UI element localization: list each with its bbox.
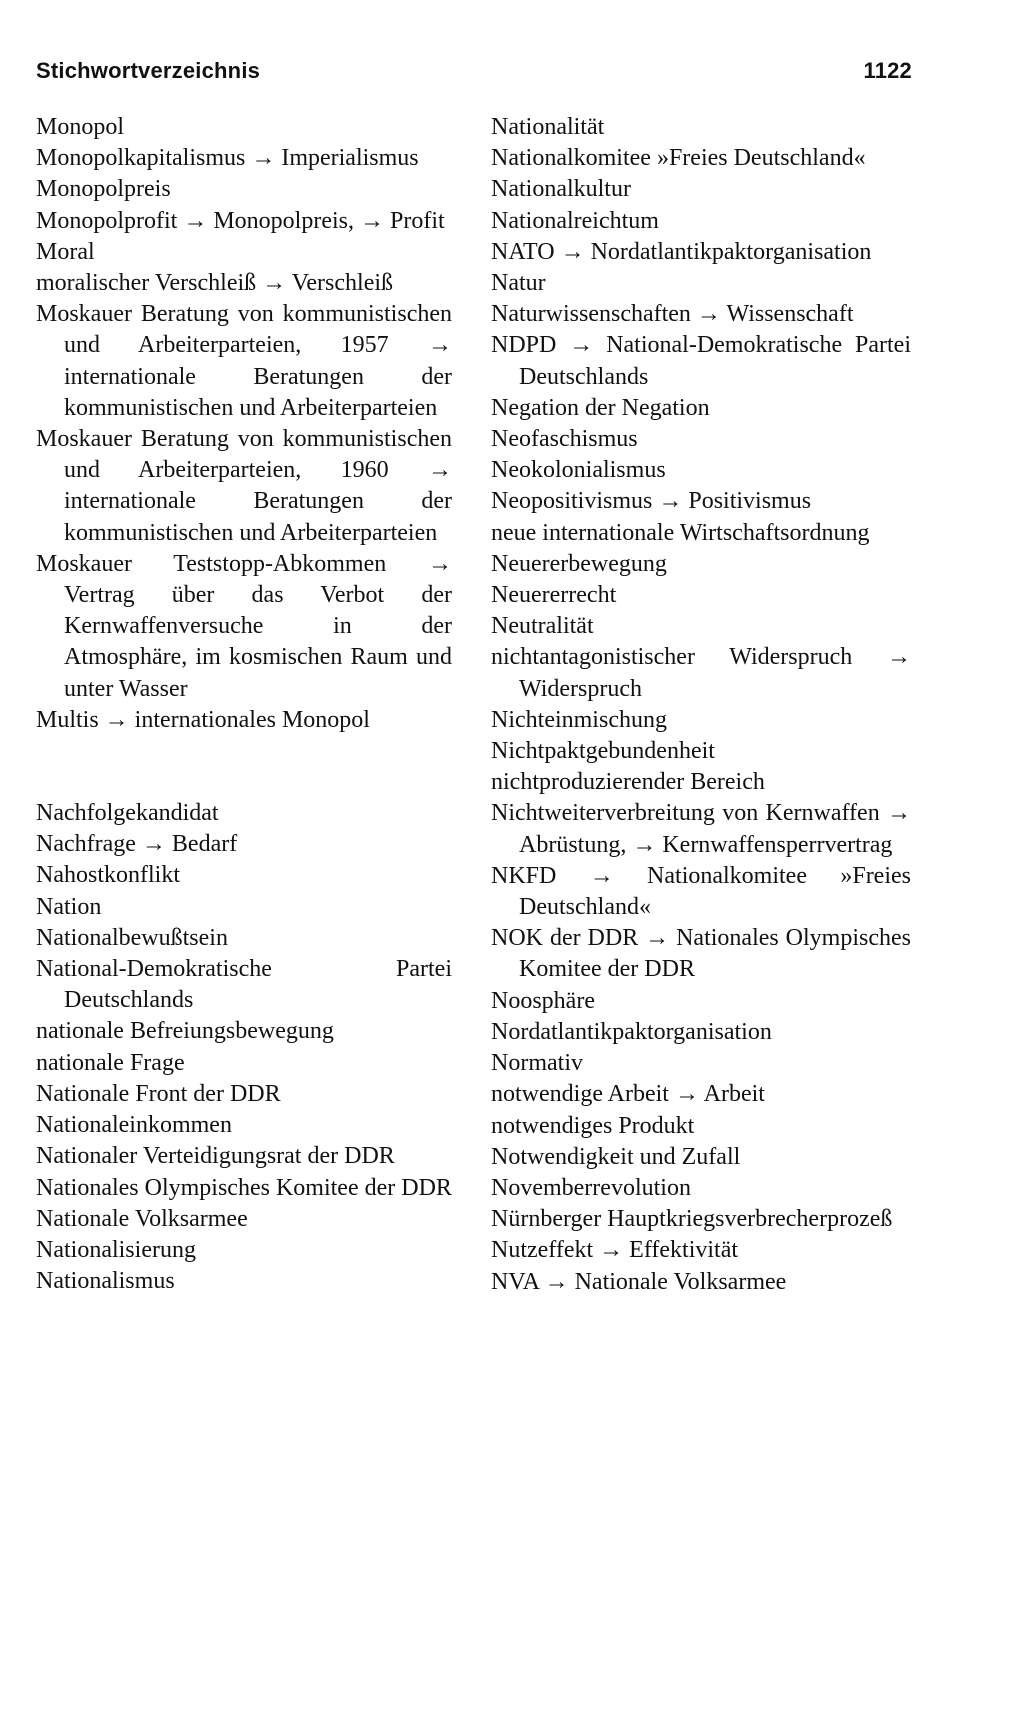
index-entry: Moskauer Beratung von kommunistischen und Arbeiterparteien, 1960 → internationale Beratungen der kommunistischen und Arbeiterparteien	[36, 426, 452, 546]
index-entry: Nichtpaktgebundenheit	[491, 738, 715, 765]
index-entry: moralischer Verschleiß → Verschleiß	[36, 270, 394, 297]
index-entry: Multis → internationales Monopol	[36, 706, 370, 733]
index-entry: Nordatlantikpaktorganisation	[491, 1018, 772, 1045]
index-entry: Neopositivismus → Positivismus	[491, 488, 812, 515]
index-entry: Nationaleinkommen	[36, 1112, 232, 1139]
group-spacer	[36, 736, 452, 798]
entry-group-n	[36, 798, 452, 1297]
index-entry: Moskauer Beratung von kommunistischen und Arbeiterparteien, 1957 → internationale Beratungen der kommunistischen und Arbeiterparteien	[36, 301, 452, 421]
index-entry: Monopol	[36, 114, 125, 140]
index-entry: Neofaschismus	[491, 426, 638, 453]
entry-group-m	[36, 112, 452, 736]
index-entry: Moral	[36, 238, 95, 265]
index-entry: Nationale Front der DDR	[36, 1080, 281, 1107]
index-entry: Normativ	[491, 1050, 583, 1077]
index-entry: NVA → Nationale Volksarmee	[491, 1268, 787, 1295]
index-entry: Nürnberger Hauptkriegsverbrecherprozeß	[491, 1206, 893, 1233]
index-entry: Neuererbewegung	[491, 550, 667, 577]
index-entry: Nationalreichtum	[491, 207, 659, 234]
index-entry: Natur	[491, 270, 546, 297]
right-column	[491, 112, 911, 1298]
index-entry: Naturwissenschaften → Wissenschaft	[491, 301, 854, 328]
index-entry: Notwendigkeit und Zufall	[491, 1143, 741, 1170]
index-entry: Nationaler Verteidigungsrat der DDR	[36, 1143, 395, 1170]
index-entry: Nationalität	[491, 114, 605, 140]
index-entry: Nationalkomitee »Freies Deutschland«	[491, 145, 866, 172]
index-entry: Nationalbewußtsein	[36, 924, 228, 951]
index-entry: Nation	[36, 893, 102, 920]
index-entry: nationale Frage	[36, 1049, 185, 1076]
index-entry: Nichtweiterverbreitung von Kernwaffen → Abrüstung, → Kernwaffensperrvertrag	[491, 800, 911, 858]
index-entry: Neutralität	[491, 613, 594, 640]
index-entry: nichtproduzierender Bereich	[491, 769, 765, 796]
section-title: Stichwortverzeichnis	[36, 58, 261, 83]
index-entry: Nationalisierung	[36, 1236, 196, 1263]
index-entry: Nationalismus	[36, 1268, 175, 1295]
index-entry: Nachfolgekandidat	[36, 800, 219, 827]
index-entry: Monopolpreis	[36, 176, 171, 203]
index-entry: Noosphäre	[491, 987, 595, 1014]
index-entry: National-Demokratische Partei Deutschlands	[36, 956, 452, 1014]
index-entry: NDPD → National-Demokratische Partei Deutschlands	[491, 332, 911, 390]
index-entry: Monopolprofit → Monopolpreis, → Profit	[36, 207, 445, 234]
index-entry: Neokolonialismus	[491, 457, 666, 484]
index-entry: Nationale Volksarmee	[36, 1205, 248, 1232]
index-entry: notwendiges Produkt	[491, 1112, 695, 1139]
index-entry: NKFD → Nationalkomitee »Freies Deutschland«	[491, 862, 911, 921]
index-entry: Novemberrevolution	[491, 1174, 691, 1201]
index-entry: Nichteinmischung	[491, 706, 667, 733]
page-header	[36, 58, 912, 84]
index-entry: neue internationale Wirtschaftsordnung	[491, 519, 870, 546]
index-entry: Nationalkultur	[491, 176, 631, 203]
left-column	[36, 112, 452, 1297]
index-entry: Moskauer Teststopp-Abkommen → Vertrag über das Verbot der Kernwaffenversuche in der Atmosphäre, im kosmischen Raum und unter Wasser	[36, 550, 452, 702]
page-number: 1122	[863, 58, 912, 83]
index-entry: Monopolkapitalismus → Imperialismus	[36, 145, 419, 172]
index-entry: nichtantagonistischer Widerspruch → Widerspruch	[491, 644, 911, 702]
index-entry: nationale Befreiungsbewegung	[36, 1018, 334, 1045]
index-entry: notwendige Arbeit → Arbeit	[491, 1081, 765, 1108]
index-entry: Negation der Negation	[491, 394, 710, 421]
index-entry: Nahostkonflikt	[36, 862, 180, 889]
index-entry: NOK der DDR → Nationales Olympisches Komitee der DDR	[491, 925, 911, 983]
index-entry: NATO → Nordatlantikpaktorganisation	[491, 238, 872, 265]
index-entry: Nationales Olympisches Komitee der DDR	[36, 1174, 452, 1201]
index-entry: Neuererrecht	[491, 582, 617, 609]
index-entry: Nutzeffekt → Effektivität	[491, 1237, 739, 1264]
index-entry: Nachfrage → Bedarf	[36, 831, 238, 858]
